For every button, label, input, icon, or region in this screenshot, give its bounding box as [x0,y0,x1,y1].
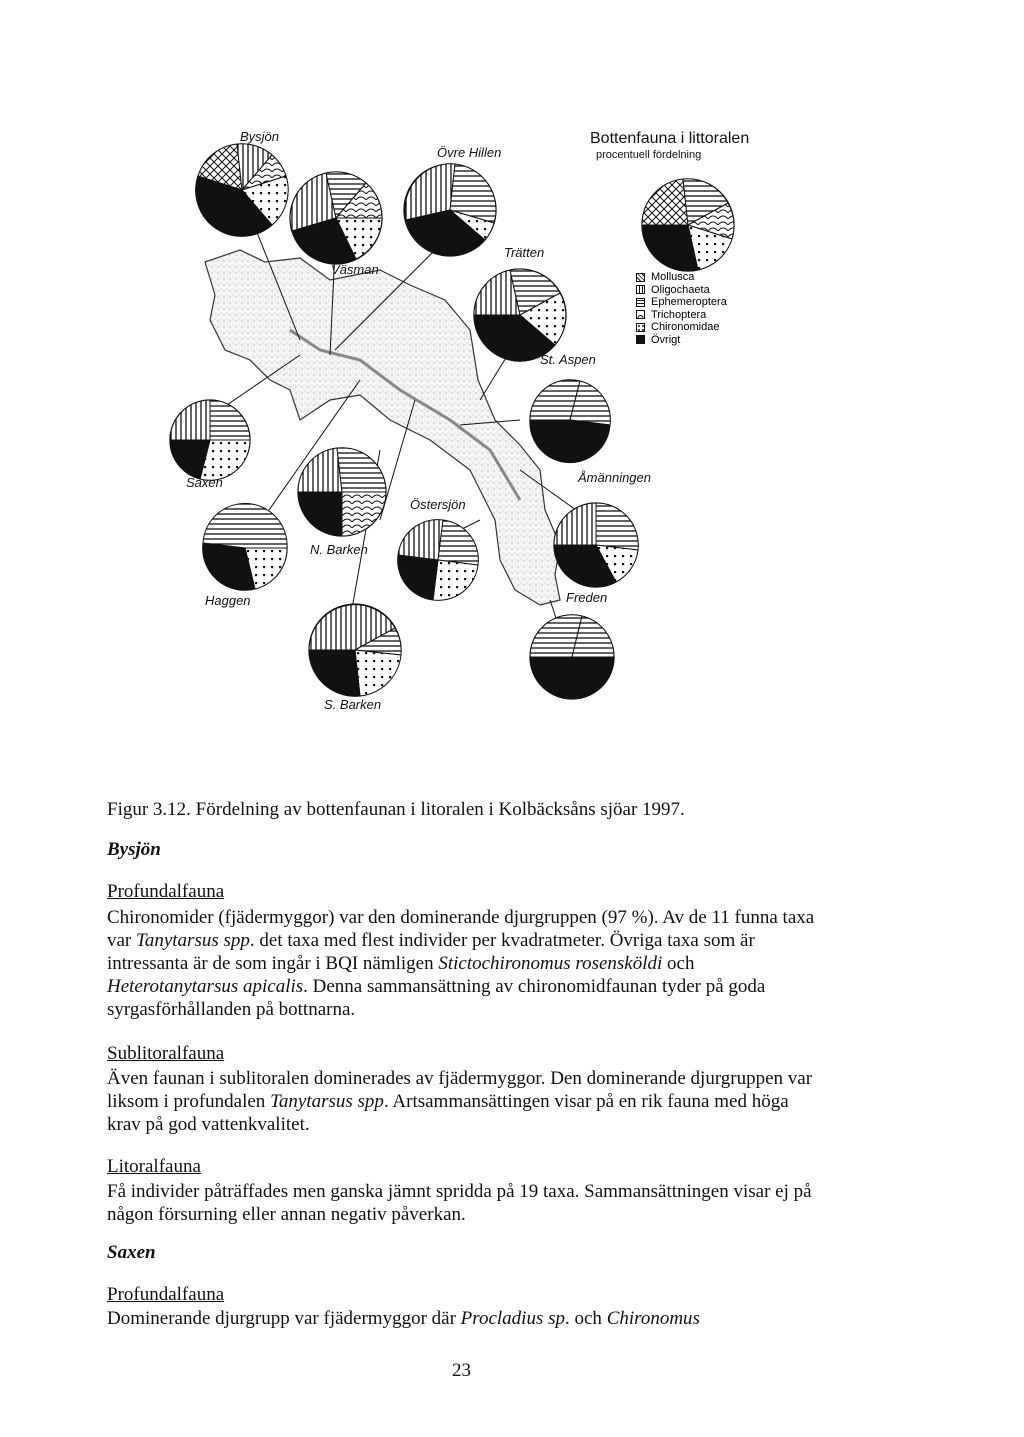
pie-freden [554,503,638,587]
legend-title: Bottenfauna i littoralen [590,130,750,147]
pie-bysjon [196,144,288,237]
paragraph-sublitoral-bysjon: Även faunan i sublitoralen dominerades av fjädermyggor. Den dominerande djurgruppen var liksom i profundalen Tanytarsus spp. Artsammansättingen visar på en rik fauna med höga krav på god vattenkvalitet. [107,1068,813,1135]
label-ovre-hillen: Övre Hillen [437,145,502,160]
figure-caption: Figur 3.12. Fördelning av bottenfaunan i litoralen i Kolbäcksåns sjöar 1997. [107,799,685,820]
pie-saxen [170,400,250,480]
subheading-profundalfauna: Profundalfauna [107,881,225,902]
legend-item: Oligochaeta [636,284,727,297]
vertical-stripes-swatch-icon [636,285,645,294]
pie-tratten [404,164,496,256]
pie-s-barken [309,604,401,696]
dotted-swatch-icon [636,323,645,332]
legend-subtitle: procentuell fördelning [596,149,702,161]
legend-item: Chironomidae [636,321,727,334]
subheading-sublitoralfauna: Sublitoralfauna [107,1043,225,1064]
legend-title-block [590,130,750,161]
label-amanningen: Åmänningen [578,470,651,485]
legend-item: Ephemeroptera [636,296,727,309]
legend-item: Trichoptera [636,309,727,322]
paragraph-profundal-bysjon: Chironomider (fjädermyggor) var den dominerande djurgruppen (97 %). Av de 11 funna taxa var Tanytarsus spp. det taxa med flest individer per kvadratmeter. Övriga taxa som är intressanta är de som ingår i BQI nämligen Stictochironomus rosensköldi och Heterotanytarsus apicalis. Denna sammansättning av chironomidfaunan tyder på goda syrgasförhållanden på bottnarna. [107,907,815,1020]
pie-amanningen [530,380,610,463]
legend [636,271,727,346]
pie-legend [642,179,734,271]
legend-item: Mollusca [636,271,727,284]
section-heading-bysjon: Bysjön [107,839,161,860]
horizontal-stripes-swatch-icon [636,298,645,307]
page-number: 23 [452,1360,471,1381]
scale-pattern-swatch-icon [636,310,645,319]
paragraph-litoral-bysjon: Få individer påträffades men ganska jämnt spridda på 19 taxa. Sammansättningen visar ej på någon försurning eller annan negativ påverkan. [107,1181,812,1225]
pie-ovre-hillen [290,172,382,264]
solid-black-swatch-icon [636,335,645,344]
pie-st-aspen [474,269,566,361]
label-n-barken: N. Barken [310,542,368,557]
label-freden: Freden [566,590,608,605]
pie-ostersjon [398,520,479,601]
pie-haggen [203,503,287,590]
section-heading-saxen: Saxen [107,1242,156,1263]
label-haggen: Haggen [205,593,251,608]
subheading-litoralfauna: Litoralfauna [107,1156,201,1177]
label-st-aspen: St. Aspen [540,352,596,367]
crosshatch-swatch-icon [636,273,645,282]
label-saxen: Saxen [186,475,223,490]
pie-n-barken [298,448,386,536]
pie-freden-lower [530,615,614,699]
paragraph-profundal-saxen: Dominerande djurgrupp var fjädermyggor där Procladius sp. och Chironomus [107,1308,700,1329]
label-bysjon: Bysjön [240,129,280,144]
label-ostersjon: Östersjön [410,497,466,512]
label-vasman: Väsman [331,262,379,277]
legend-item: Övrigt [636,334,727,347]
label-tratten: Trätten [504,245,545,260]
label-s-barken: S. Barken [324,697,382,712]
subheading-profundalfauna-saxen: Profundalfauna [107,1284,225,1305]
